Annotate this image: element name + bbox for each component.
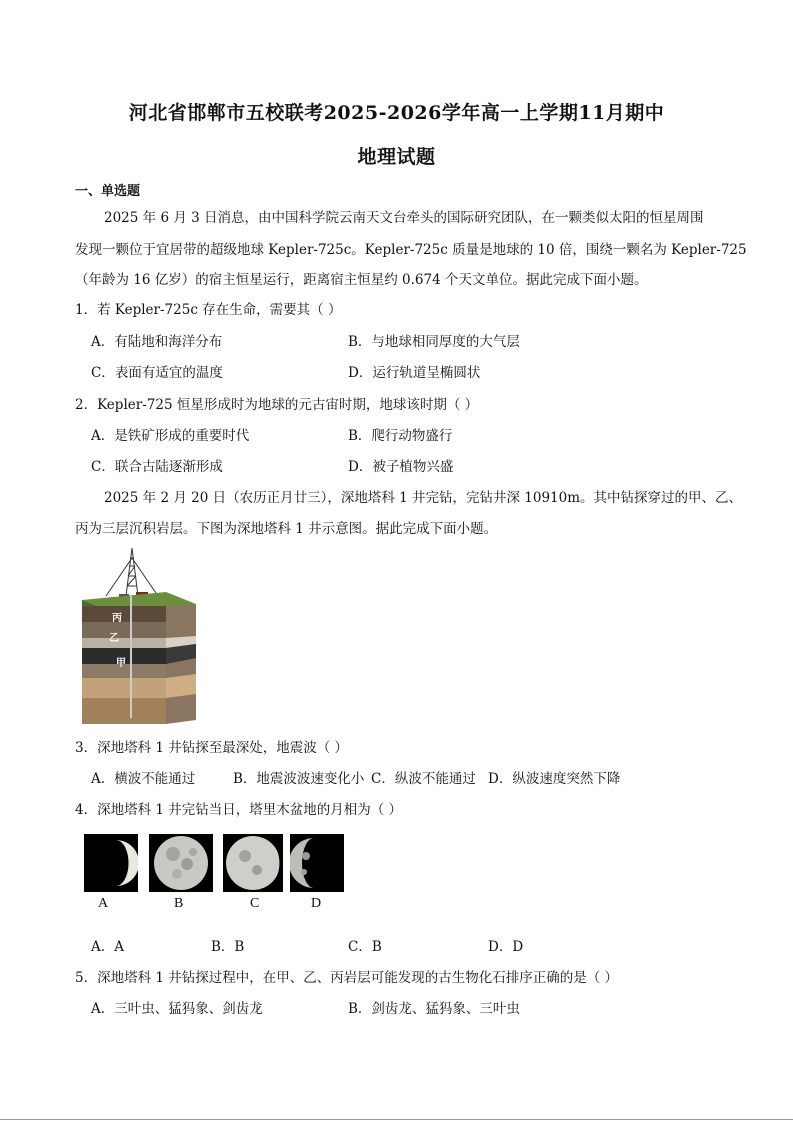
layer-label-jia: 甲 xyxy=(116,658,126,669)
layer-label-yi: 乙 xyxy=(109,633,119,644)
moon-label-c: C xyxy=(250,896,260,911)
page-title-line2: 地理试题 xyxy=(357,146,436,168)
drilling-well-figure xyxy=(76,546,202,726)
q2-option-d: D．被子植物兴盛 xyxy=(348,459,454,475)
q2-option-b: B．爬行动物盛行 xyxy=(348,428,453,444)
moon-phase-a-image xyxy=(84,834,138,892)
layer-label-bing: 丙 xyxy=(112,613,122,624)
q1-option-d: D．运行轨道呈椭圆状 xyxy=(348,365,481,381)
q4-option-d: D．D xyxy=(488,939,524,955)
moon-label-d: D xyxy=(311,896,322,911)
q3-option-d: D．纵波速度突然下降 xyxy=(488,771,621,787)
drilling-well-illustration xyxy=(76,546,202,726)
q3-option-c: C．纵波不能通过 xyxy=(371,771,476,787)
q5-option-a: A．三叶虫、猛犸象、剑齿龙 xyxy=(91,1001,263,1017)
passage2-line2: 丙为三层沉积岩层。下图为深地塔科 1 井示意图。据此完成下面小题。 xyxy=(75,521,498,537)
q2-option-a: A．是铁矿形成的重要时代 xyxy=(91,428,250,444)
moon-label-a: A xyxy=(98,896,109,911)
moon-phase-c-image xyxy=(223,834,283,892)
q3-stem: 3．深地塔科 1 井钻探至最深处，地震波（ ） xyxy=(75,740,349,756)
moon-phase-b-image xyxy=(149,834,213,892)
q1-stem: 1．若 Kepler-725c 存在生命，需要其（ ） xyxy=(75,302,342,318)
moon-phase-d-image xyxy=(290,834,344,892)
moon-label-b: B xyxy=(174,896,184,911)
q1-option-a: A．有陆地和海洋分布 xyxy=(91,334,223,350)
q1-option-c: C．表面有适宜的温度 xyxy=(91,365,223,381)
passage2-line1: 2025 年 2 月 20 日（农历正月廿三），深地塔科 1 井完钻，完钻井深 10910m。其中钻探穿过的甲、乙、 xyxy=(104,490,743,506)
q5-option-b: B．剑齿龙、猛犸象、三叶虫 xyxy=(348,1001,520,1017)
section-heading: 一、单选题 xyxy=(75,184,141,199)
q4-option-b: B．B xyxy=(211,939,245,955)
q4-option-c: C．B xyxy=(348,939,382,955)
page-bottom-divider xyxy=(0,1119,793,1120)
q1-option-b: B．与地球相同厚度的大气层 xyxy=(348,334,520,350)
q4-stem: 4．深地塔科 1 井完钻当日，塔里木盆地的月相为（ ） xyxy=(75,802,403,818)
passage1-line1: 2025 年 6 月 3 日消息，由中国科学院云南天文台牵头的国际研究团队，在一颗类似太阳的恒星周围 xyxy=(104,210,704,226)
passage1-line3: （年龄为 16 亿岁）的宿主恒星运行，距离宿主恒星约 0.674 个天文单位。据此完成下面小题。 xyxy=(75,272,648,288)
q4-option-a: A．A xyxy=(91,939,124,955)
q5-stem: 5．深地塔科 1 井钻探过程中，在甲、乙、丙岩层可能发现的古生物化石排序正确的是（ ） xyxy=(75,970,619,986)
passage1-line2: 发现一颗位于宜居带的超级地球 Kepler-725c。Kepler-725c 质量是地球的 10 倍，围绕一颗名为 Kepler-725 xyxy=(75,242,747,258)
q2-option-c: C．联合古陆逐渐形成 xyxy=(91,459,223,475)
q3-option-a: A．横波不能通过 xyxy=(91,771,196,787)
q2-stem: 2．Kepler-725 恒星形成时为地球的元古宙时期，地球该时期（ ） xyxy=(75,397,479,413)
page-title-line1: 河北省邯郸市五校联考2025-2026学年高一上学期11月期中 xyxy=(128,102,665,124)
q3-option-b: B．地震波波速变化小 xyxy=(233,771,365,787)
